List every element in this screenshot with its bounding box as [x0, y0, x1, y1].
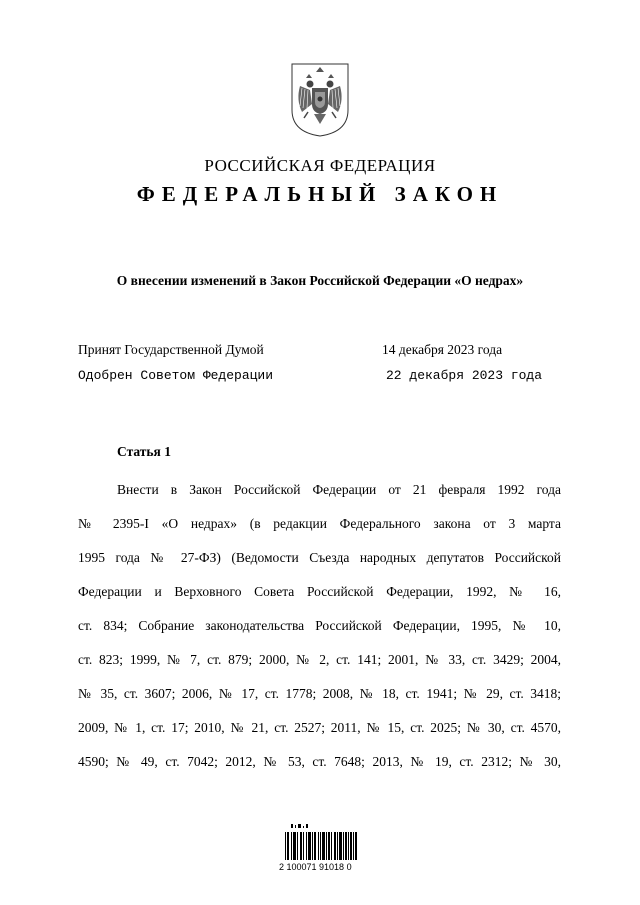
document-type: ФЕДЕРАЛЬНЫЙ ЗАКОН: [136, 182, 504, 206]
adopted-date: 14 декабря 2023 года: [382, 342, 503, 357]
body-line: 4590; № 49, ст. 7042; 2012, № 53, ст. 7648; 2013, № 19, ст. 2312; № 30,: [78, 754, 561, 769]
body-line: ст. 834; Собрание законодательства Российской Федерации, 1995, № 10,: [78, 618, 561, 633]
article-heading: Статья 1: [117, 444, 171, 459]
body-line: № 35, ст. 3607; 2006, № 17, ст. 1778; 2008, № 18, ст. 1941; № 29, ст. 3418;: [78, 686, 561, 701]
body-line: № 2395-I «О недрах» (в редакции Федерального закона от 3 марта: [78, 516, 561, 531]
body-line: Федерации и Верховного Совета Российской Федерации, 1992, № 16,: [78, 584, 561, 599]
body-line: 1995 года № 27-ФЗ) (Ведомости Съезда народных депутатов Российской: [78, 550, 561, 565]
barcode-number: 2 100071 91018 0: [279, 862, 352, 872]
approved-date: 22 декабря 2023 года: [386, 368, 543, 383]
body-line: Внести в Закон Российской Федерации от 21 февраля 1992 года: [117, 482, 561, 497]
law-title: О внесении изменений в Закон Российской Федерации «О недрах»: [116, 273, 524, 288]
body-line: 2009, № 1, ст. 17; 2010, № 21, ст. 2527; 2011, № 15, ст. 2025; № 30, ст. 4570,: [78, 720, 561, 735]
russian-coat-of-arms-icon: [288, 62, 352, 138]
country-name: РОССИЙСКАЯ ФЕДЕРАЦИЯ: [204, 156, 436, 175]
body-line: ст. 823; 1999, № 7, ст. 879; 2000, № 2, ст. 141; 2001, № 33, ст. 3429; 2004,: [78, 652, 561, 667]
adopted-label: Принят Государственной Думой: [78, 342, 264, 357]
approved-label: Одобрен Советом Федерации: [78, 368, 274, 383]
